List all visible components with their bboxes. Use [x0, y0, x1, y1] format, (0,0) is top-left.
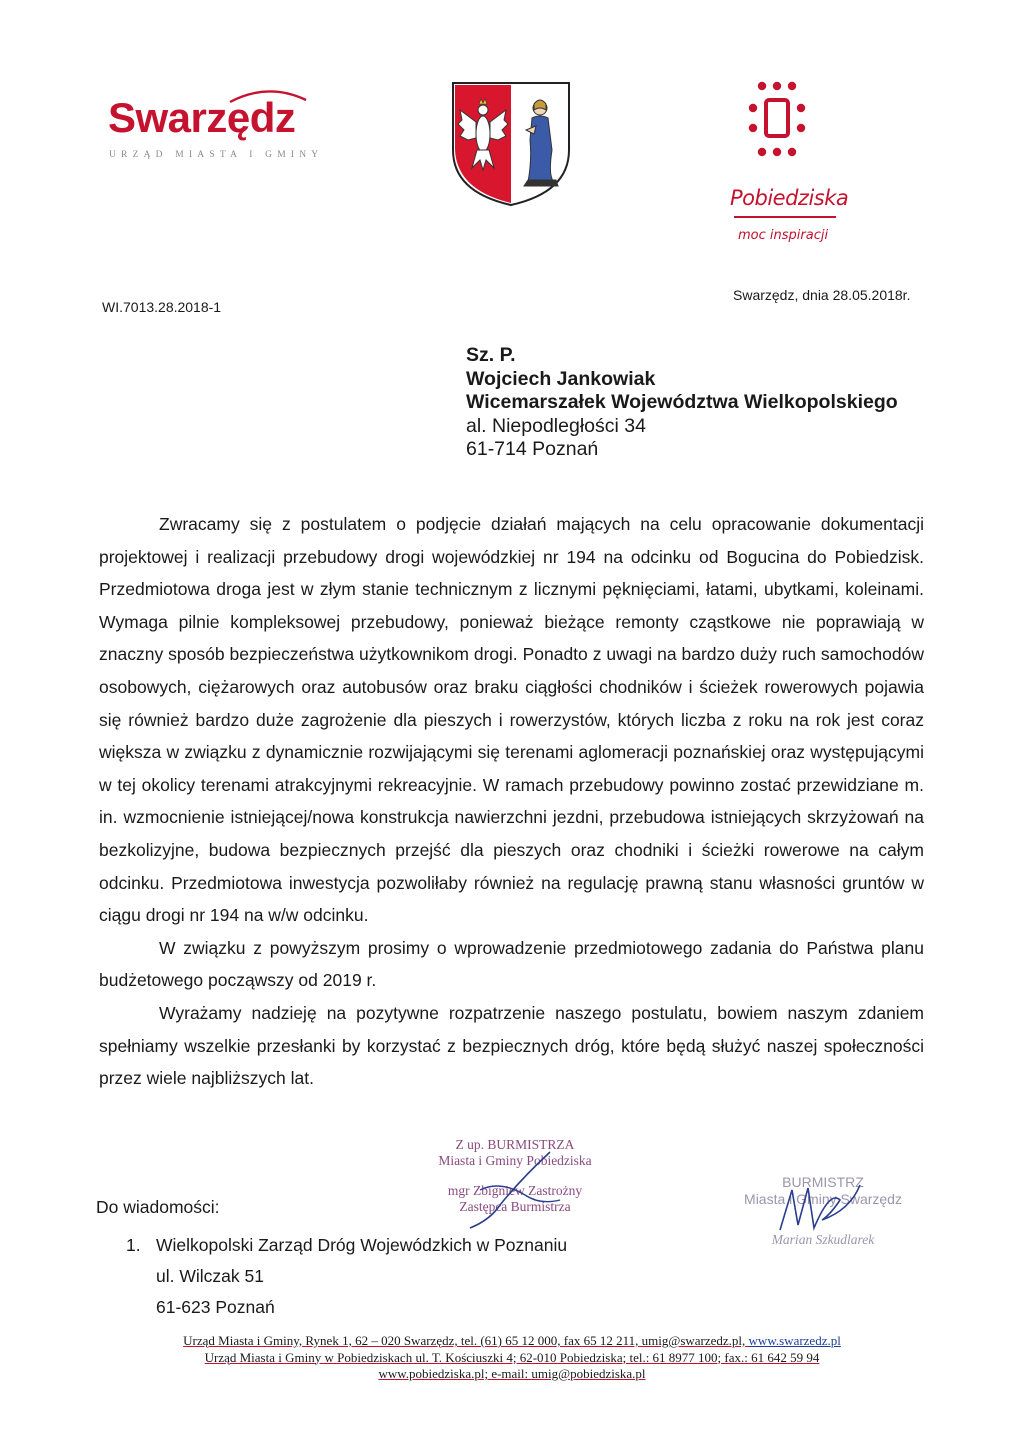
footer-swarzedz-link[interactable]: www.swarzedz.pl [748, 1333, 841, 1348]
reference-number: WI.7013.28.2018-1 [102, 299, 222, 315]
recipient-block [466, 344, 898, 462]
coat-of-arms [450, 80, 572, 208]
cc-title: Do wiadomości: [96, 1197, 220, 1217]
recipient-city: 61-714 Poznań [466, 438, 599, 460]
swarzedz-logo-subtitle: URZĄD MIASTA I GMINY [109, 150, 324, 160]
letter-footer [60, 1333, 964, 1383]
pobiedziska-logo-text: Pobiedziska [730, 186, 849, 210]
coat-of-arms-icon [450, 80, 572, 208]
cc-line-3: 61-623 Poznań [156, 1297, 275, 1317]
cc-item-number: 1. [126, 1235, 141, 1255]
recipient-name: Wojciech Jankowiak [466, 367, 656, 390]
footer-line-3[interactable]: www.pobiedziska.pl; e-mail: umig@pobiedziska.pl [378, 1366, 646, 1381]
swarzedz-logo-text: Swarzędz [108, 94, 296, 141]
stamp-pobiedziska-line2: Miasta i Gminy Pobiedziska [438, 1153, 592, 1168]
stamp-swarzedz-line3: Marian Szkudlarek [771, 1232, 875, 1247]
cc-line-1: Wielkopolski Zarząd Dróg Wojewódzkich w Poznaniu [156, 1235, 568, 1255]
signature-zastrozny-icon [440, 1150, 590, 1230]
cc-list [126, 1230, 567, 1323]
footer-line-2: Urząd Miasta i Gminy w Pobiedziskach ul. T. Kościuszki 4; 62-010 Pobiedziska; tel.: 61 8977 100; fax.: 61 642 59 94 [204, 1349, 820, 1365]
footer-swarzedz-contact: Urząd Miasta i Gminy, Rynek 1, 62 – 020 Swarzędz, tel. (61) 65 12 000, fax 65 12 211, umig@swarzedz.pl, [183, 1333, 749, 1348]
stamp-pobiedziska-line4: Zastępca Burmistrza [459, 1199, 571, 1214]
pobiedziska-logo-mark-icon [748, 78, 818, 182]
letter-date: Swarzędz, dnia 28.05.2018r. [733, 287, 911, 303]
signature-szkudlarek-icon [770, 1170, 870, 1240]
cc-line-2: ul. Wilczak 51 [156, 1266, 264, 1286]
pobiedziska-logo [730, 78, 850, 268]
recipient-salutation: Sz. P. [466, 344, 516, 366]
stamp-swarzedz-line2: Miasta i Gminy Swarzędz [744, 1191, 902, 1207]
stamp-swarzedz-line1: BURMISTRZ [782, 1174, 864, 1190]
recipient-street: al. Niepodległości 34 [466, 414, 646, 437]
pobiedziska-logo-tagline: moc inspiracji [738, 228, 829, 243]
cc-list-item [126, 1230, 567, 1261]
pobiedziska-logo-underline [734, 216, 836, 218]
stamp-pobiedziska-line3: mgr Zbigniew Zastrożny [447, 1183, 583, 1198]
recipient-title: Wicemarszałek Województwa Wielkopolskiego [466, 391, 898, 413]
body-paragraph-3: Wyrażamy nadzieję na pozytywne rozpatrzenie naszego postulatu, bowiem naszym zdaniem spełniamy wszelkie przesłanki by korzystać z bezpiecznych dróg, które będą służyć naszej społeczności przez wiele najbliższych lat. [99, 1002, 924, 1089]
letter-body [99, 508, 924, 1095]
stamp-pobiedziska-line1: Z up. BURMISTRZA [455, 1137, 575, 1152]
body-paragraph-2: W związku z powyższym prosimy o wprowadzenie przedmiotowego zadania do Państwa planu budżetowego począwszy od 2019 r. [99, 937, 924, 991]
swarzedz-logo [108, 88, 324, 168]
body-paragraph-1: Zwracamy się z postulatem o podjęcie działań mających na celu opracowanie dokumentacji projektowej i realizacji przebudowy drogi wojewódzkiej nr 194 na odcinku od Bogucina do Pobiedzisk. Przedmiotowa droga jest w złym stanie technicznym z licznymi pęknięciami, łatami, ubytkami, koleinami. Wymaga pilnie kompleksowej przebudowy, ponieważ bieżące remonty cząstkowe nie poprawiają w znaczny sposób bezpieczeństwa użytkownikom drogi. Ponadto z uwagi na bardzo duży ruch samochodów osobowych, ciężarowych oraz autobusów oraz braku ciągłości chodników i ścieżek rowerowych pojawia się również bardzo duże zagrożenie dla pieszych i rowerzystów, których liczba z roku na rok jest coraz większa w związku z dynamicznie rozwijającymi się terenami aglomeracji poznańskiej oraz występującymi w tej okolicy terenami atrakcyjnymi rekreacyjnie. W ramach przebudowy powinno zostać przewidziane m. in. wzmocnienie istniejącej/nowa konstrukcja nawierzchni jezdni, przebudowa istniejących skrzyżowań na bezkolizyjne, budowa bezpiecznych przejść dla pieszych oraz chodniki i ścieżki rowerowe na całym odcinku. Przedmiotowa inwestycja pozwoliłaby również na regulację prawną stanu własności gruntów w ciągu drogi nr 194 na w/w odcinku. [99, 514, 924, 926]
footer-line-1 [60, 1333, 964, 1350]
